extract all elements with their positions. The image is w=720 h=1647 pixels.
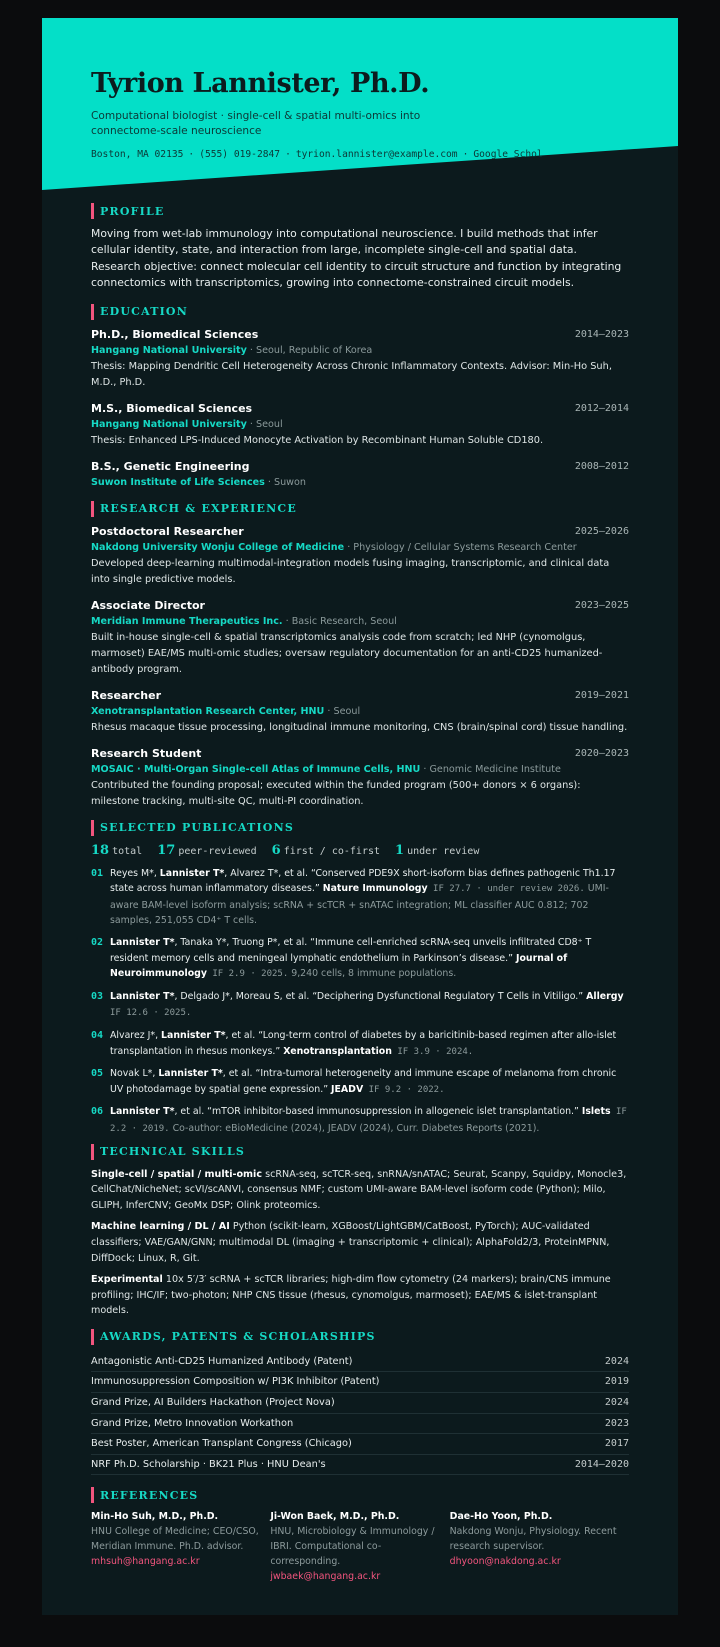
award-year: 2014–2020 — [574, 1458, 629, 1470]
publication-item — [91, 866, 629, 929]
award-year: 2019 — [604, 1376, 629, 1388]
experience-entry — [91, 598, 629, 678]
pub-meta: IF 2.9 · 2025. — [206, 969, 289, 980]
section-title: SELECTED PUBLICATIONS — [100, 821, 294, 835]
location: · Physiology / Cellular Systems Research Center — [344, 541, 577, 553]
skill-text: 10x 5′/3′ scRNA + scTCR libraries; high-dim flow cytometry (24 markers); brain/CNS immune profiling; IHC/IF; two-photon; NHP CNS tissue (rhesus, cynomolgus, marmoset); EAE/MS & islet-transplant models. — [91, 1274, 611, 1317]
pub-journal: Xenotransplantation — [283, 1045, 392, 1057]
pub-author-self: Lannister T* — [161, 1029, 226, 1041]
publication-item — [91, 1066, 629, 1098]
stat-label: first / co-first — [283, 845, 381, 857]
award-year: 2017 — [604, 1438, 629, 1450]
skill-label: Single-cell / spatial / multi-omic — [91, 1168, 263, 1180]
resume-content — [91, 203, 629, 1584]
role: Research Student — [91, 746, 202, 760]
institution: Hangang National University — [91, 418, 247, 430]
entry-date: 2012–2014 — [574, 402, 629, 414]
pub-citation: , et al. “Long-term control of diabetes by a baricitinib-based regimen after allo-islet transplantation in rhesus monkeys.” — [110, 1029, 617, 1057]
skill-group — [91, 1167, 629, 1214]
section-header-education — [91, 304, 629, 320]
publication-item — [91, 935, 629, 983]
role: Researcher — [91, 688, 162, 702]
pub-authors-before: Alvarez J*, — [110, 1029, 162, 1041]
entry-date: 2014–2023 — [574, 328, 629, 340]
pub-author-self: Lannister T* — [159, 867, 225, 879]
skill-label: Machine learning / DL / AI — [91, 1221, 230, 1233]
award-row — [91, 1372, 629, 1393]
degree: Ph.D., Biomedical Sciences — [91, 327, 259, 341]
degree: B.S., Genetic Engineering — [91, 459, 250, 473]
skill-group — [91, 1219, 629, 1266]
award-name: NRF Ph.D. Scholarship · BK21 Plus · HNU Dean's — [91, 1458, 326, 1470]
award-row — [91, 1455, 629, 1476]
publication-item — [91, 1028, 629, 1060]
contact-location: Boston, MA 02135 — [91, 149, 184, 160]
pub-citation: , Delgado J*, Moreau S, et al. “Deciphering Dysfunctional Regulatory T Cells in Vitiligo.” — [174, 990, 587, 1002]
education-entry — [91, 401, 629, 449]
location: · Suwon — [264, 476, 306, 488]
entry-description: Developed deep-learning multimodal-integration models fusing imaging, transcriptomic, and clinical data into single predictive models. — [91, 557, 610, 585]
contact-email[interactable]: tyrion.lannister@example.com — [295, 149, 458, 160]
experience-list — [91, 524, 629, 810]
entry-description: Built in-house single-cell & spatial transcriptomics analysis code from scratch; led NHP (cynomolgus, marmoset) EAE/MS multi-omic studies; oversaw regulatory documentation for an anti-CD25 humanized-antibody program. — [91, 631, 603, 675]
pub-note: UMI-aware BAM-level isoform analysis; scRNA + scTCR + snATAC integration; ML classifier AUC 0.812; 702 samples, 251,055 CD4⁺ T cells. — [110, 883, 609, 927]
reference-email[interactable]: dhyoon@nakdong.ac.kr — [449, 1555, 561, 1567]
pub-journal: Islets — [581, 1106, 611, 1118]
entry-description: Contributed the founding proposal; executed within the funded program (500+ donors × 6 organs): milestone tracking, multi-site QC, multi-PI coordination. — [91, 779, 581, 807]
award-name: Grand Prize, Metro Innovation Workathon — [91, 1417, 294, 1429]
pub-journal: Nature Immunology — [322, 883, 428, 895]
pub-author-self: Lannister T* — [110, 990, 175, 1002]
publication-number: 04 — [91, 1029, 104, 1041]
section-header-experience — [91, 501, 629, 517]
pub-note: 9,240 cells, 8 immune populations. — [288, 968, 457, 980]
location: · Seoul — [246, 418, 283, 430]
publication-list — [91, 866, 629, 1138]
stat-number: 18 — [91, 842, 110, 858]
award-row — [91, 1352, 629, 1373]
role: Associate Director — [91, 598, 205, 612]
reference-name: Ji-Won Baek, M.D., Ph.D. — [270, 1511, 400, 1523]
pub-author-self: Lannister T* — [110, 1106, 175, 1118]
publication-number: 05 — [91, 1068, 104, 1080]
section-header-skills — [91, 1144, 629, 1160]
pub-meta: IF 2.2 · 2019. — [110, 1107, 627, 1134]
pub-authors-before: Novak L*, — [110, 1068, 159, 1080]
resume-header — [42, 18, 678, 190]
skill-label: Experimental — [91, 1274, 163, 1286]
stat-label: peer-reviewed — [178, 845, 257, 857]
location: · Seoul, Republic of Korea — [246, 344, 373, 356]
entry-description: Rhesus macaque tissue processing, longitudinal immune monitoring, CNS (brain/spinal cord) tissue handling. — [91, 721, 628, 733]
resume-page — [42, 18, 678, 1615]
stat-label: total — [112, 845, 143, 857]
organization: MOSAIC · Multi-Organ Single-cell Atlas of Immune Cells, HNU — [91, 763, 421, 775]
location: · Seoul — [324, 705, 361, 717]
pub-author-self: Lannister T* — [158, 1068, 223, 1080]
section-header-references — [91, 1487, 629, 1503]
stat-number: 1 — [395, 842, 405, 858]
award-name: Immunosuppression Composition w/ PI3K Inhibitor (Patent) — [91, 1376, 380, 1388]
contact-line: Boston, MA 02135 · (555) 019-2847 · tyrion.lannister@example.com · Google Schol — [91, 149, 543, 160]
section-header-profile — [91, 203, 629, 219]
reference-email[interactable]: jwbaek@hangang.ac.kr — [270, 1570, 381, 1582]
reference-name: Dae-Ho Yoon, Ph.D. — [449, 1511, 553, 1523]
award-year: 2024 — [604, 1355, 629, 1367]
award-name: Antagonistic Anti-CD25 Humanized Antibody (Patent) — [91, 1355, 353, 1367]
role: Postdoctoral Researcher — [91, 524, 244, 538]
education-list — [91, 327, 629, 491]
experience-entry — [91, 688, 629, 736]
pub-citation: , Tanaka Y*, Truong P*, et al. “Immune cell-enriched scRNA-seq unveils infiltrated CD8⁺ T resident memory cells and meningeal lymphatic endothelium in Parkinson’s disease.” — [110, 937, 592, 964]
publication-number: 01 — [91, 867, 104, 879]
publication-stats — [91, 843, 629, 858]
publication-number: 02 — [91, 937, 104, 948]
pub-meta: IF 9.2 · 2022. — [363, 1084, 445, 1095]
publication-number: 06 — [91, 1106, 104, 1118]
pub-citation: , Alvarez T*, et al. “Conserved PDE9X short-isoform bias defines pathogenic Th1.17 state across human inflammatory diseases.” — [110, 867, 616, 895]
contact-phone: (555) 019-2847 — [199, 149, 281, 160]
reference-description: HNU, Microbiology & Immunology / IBRI. Computational co-corresponding. — [270, 1526, 435, 1567]
reference-card — [450, 1510, 629, 1584]
pub-meta: IF 12.6 · 2025. — [110, 1008, 192, 1019]
entry-date: 2019–2021 — [574, 689, 629, 701]
entry-description: Thesis: Mapping Dendritic Cell Heterogeneity Across Chronic Inflammatory Contexts. Advisor: Min-Ho Suh, M.D., Ph.D. — [91, 360, 612, 388]
award-year: 2023 — [604, 1417, 629, 1429]
reference-description: HNU College of Medicine; CEO/CSO, Meridian Immune. Ph.D. advisor. — [91, 1526, 259, 1553]
pub-journal: Allergy — [586, 990, 624, 1002]
person-name: Tyrion Lannister, Ph.D. — [91, 68, 430, 99]
section-title: RESEARCH & EXPERIENCE — [100, 502, 297, 516]
stat-label: under review — [407, 845, 480, 857]
stat-number: 6 — [271, 842, 281, 858]
entry-date: 2023–2025 — [574, 599, 629, 611]
reference-card — [270, 1510, 449, 1584]
pub-citation: , et al. “Intra-tumoral heterogeneity and immune escape of melanoma from chronic UV photodamage by spatial gene expression.” — [110, 1068, 617, 1095]
award-year: 2024 — [604, 1397, 629, 1409]
pub-journal: Journal of Neuroimmunology — [110, 952, 568, 980]
pub-citation: , et al. “mTOR inhibitor-based immunosuppression in allogeneic islet transplantation.” — [174, 1106, 582, 1118]
stat-number: 17 — [157, 842, 176, 858]
skills-list — [91, 1167, 629, 1319]
institution: Suwon Institute of Life Sciences — [91, 476, 265, 488]
experience-entry — [91, 524, 629, 588]
education-entry — [91, 459, 629, 491]
entry-description: Thesis: Enhanced LPS-Induced Monocyte Activation by Recombinant Human Soluble CD180. — [91, 434, 544, 446]
profile-text: Moving from wet-lab immunology into computational neuroscience. I build methods that infer cellular identity, state, and interaction from large, incomplete single-cell and spatial data. Research objective: connect molecular cell identity to circuit structure and function by integrating connectomics with transcriptomics, growing into connectome-constrained circuit models. — [91, 227, 622, 290]
pub-note: Co-author: eBioMedicine (2024), JEADV (2024), Curr. Diabetes Reports (2021). — [169, 1122, 540, 1134]
reference-email[interactable]: mhsuh@hangang.ac.kr — [91, 1555, 200, 1567]
experience-entry — [91, 746, 629, 810]
organization: Meridian Immune Therapeutics Inc. — [91, 615, 283, 627]
publication-number: 03 — [91, 990, 104, 1002]
section-header-publications — [91, 820, 629, 836]
section-title: TECHNICAL SKILLS — [100, 1145, 246, 1159]
award-row — [91, 1414, 629, 1435]
award-row — [91, 1434, 629, 1455]
skill-text: scRNA-seq, scTCR-seq, snRNA/snATAC; Seurat, Scanpy, Squidpy, Monocle3, CellChat/NicheNet; scVI/scANVI, consensus NMF; custom UMI-aware BAM-level isoform code (Python); Milo, GLIPH, InferCNV; GeoMx DSP; Olink proteomics. — [91, 1168, 627, 1211]
organization: Nakdong University Wonju College of Medicine — [91, 541, 345, 553]
pub-author-self: Lannister T* — [110, 937, 175, 948]
education-entry — [91, 327, 629, 391]
degree: M.S., Biomedical Sciences — [91, 401, 253, 415]
references-list — [91, 1510, 629, 1584]
section-title: PROFILE — [100, 204, 165, 218]
location: · Genomic Medicine Institute — [420, 763, 561, 775]
awards-list — [91, 1352, 629, 1476]
section-title: EDUCATION — [100, 305, 188, 319]
entry-date: 2025–2026 — [574, 525, 629, 537]
pub-meta: IF 27.7 · under review 2026. — [427, 884, 585, 895]
tagline: Computational biologist · single-cell & spatial multi-omics into connectome-scale neuroscience — [91, 110, 421, 137]
skill-group — [91, 1272, 629, 1319]
entry-date: 2008–2012 — [574, 460, 629, 472]
section-title: AWARDS, PATENTS & SCHOLARSHIPS — [100, 1330, 376, 1344]
pub-authors-before: Reyes M*, — [110, 867, 160, 879]
location: · Basic Research, Seoul — [282, 615, 397, 627]
pub-journal: JEADV — [331, 1083, 364, 1095]
entry-date: 2020–2023 — [574, 747, 629, 759]
publication-item — [91, 1104, 629, 1137]
organization: Xenotransplantation Research Center, HNU — [91, 705, 325, 717]
section-header-awards — [91, 1329, 629, 1345]
award-name: Grand Prize, AI Builders Hackathon (Project Nova) — [91, 1397, 335, 1409]
reference-name: Min-Ho Suh, M.D., Ph.D. — [91, 1511, 219, 1523]
reference-description: Nakdong Wonju, Physiology. Recent research supervisor. — [449, 1526, 617, 1553]
section-title: REFERENCES — [100, 1488, 199, 1502]
contact-scholar-link[interactable]: Google Schol — [473, 149, 543, 160]
institution: Hangang National University — [91, 344, 247, 356]
pub-meta: IF 3.9 · 2024. — [391, 1046, 474, 1057]
publication-item — [91, 989, 629, 1022]
reference-card — [91, 1510, 270, 1584]
award-row — [91, 1393, 629, 1414]
award-name: Best Poster, American Transplant Congress (Chicago) — [91, 1438, 352, 1450]
skill-text: Python (scikit-learn, XGBoost/LightGBM/CatBoost, PyTorch); AUC-validated classifiers; VAE/GAN/GNN; multimodal DL (imaging + transcriptomic + clinical); AlphaFold2/3, ProteinMPNN, DiffDock; Linux, R, Git. — [91, 1221, 610, 1264]
